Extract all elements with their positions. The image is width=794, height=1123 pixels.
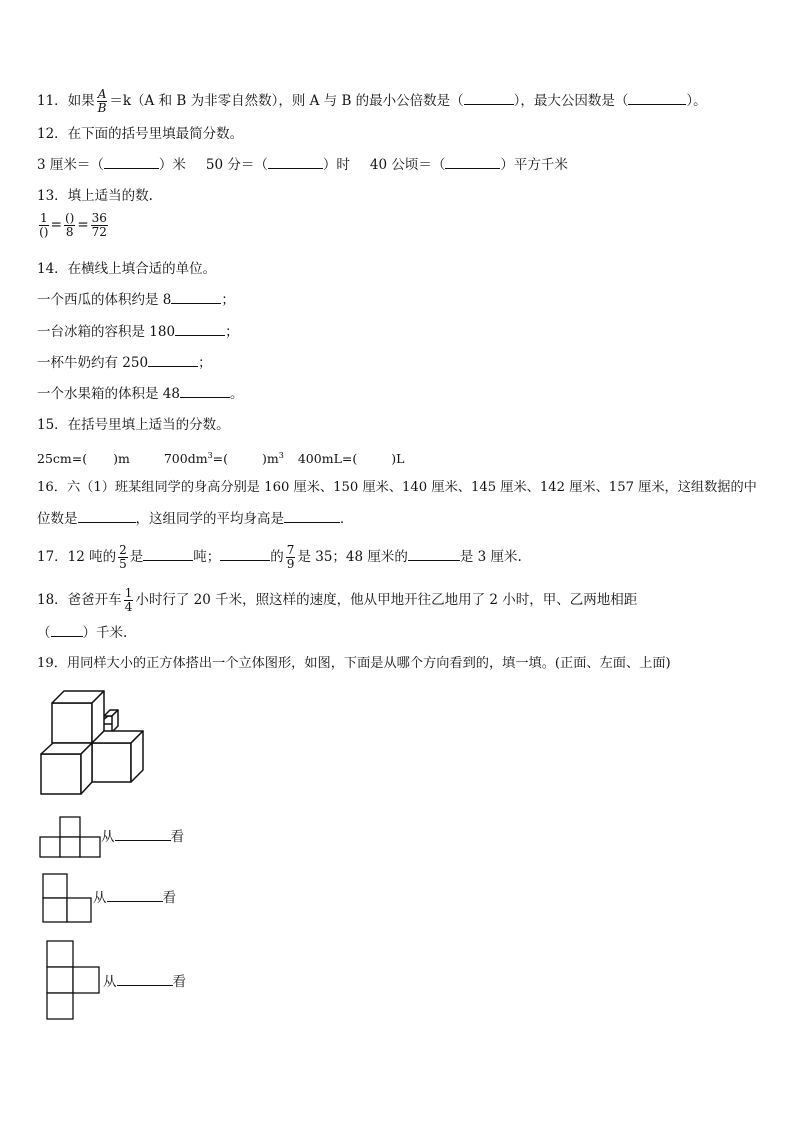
q12-c-unit: ）平方千米: [500, 157, 568, 173]
q17-text-e: 是 35；48 厘米的: [297, 549, 408, 565]
q17-text-a: 17．12 吨的: [37, 549, 117, 565]
q17-f1-den: 5: [119, 557, 127, 571]
q14-blank-1[interactable]: [171, 291, 221, 304]
q17-blank-3[interactable]: [408, 548, 460, 561]
q14-l4-end: 。: [229, 386, 244, 402]
q13-f2-den: 8: [65, 225, 74, 239]
q17-frac-2: [286, 544, 296, 571]
q11-frac-den: B: [97, 101, 107, 115]
view-3-answer: [103, 973, 186, 991]
q17-text-b: 是: [129, 549, 144, 565]
q17-f2-den: 9: [286, 557, 295, 571]
q12-title: 12．在下面的括号里填最简分数。: [37, 126, 244, 142]
q15-b-eq: =(: [212, 451, 229, 467]
q13-title: 13．填上适当的数.: [37, 188, 153, 204]
q17-text-c: 吨；: [193, 549, 221, 565]
q13-f3-num: 36: [91, 211, 107, 225]
q17-f1-num: 2: [119, 543, 127, 557]
view-3-blank[interactable]: [117, 973, 173, 986]
q16-line-1: 16．六（1）班某组同学的身高分别是 160 厘米、150 厘米、140 厘米、145 厘米、142 厘米、157 厘米，这组数据的中: [37, 480, 757, 495]
view-2-from: 从: [93, 890, 107, 906]
q18-l2-close: ）千米.: [82, 625, 128, 641]
view-2-look: 看: [162, 890, 176, 906]
q17-blank-2[interactable]: [220, 548, 270, 561]
q17-f2-num: 7: [286, 543, 295, 557]
q14-l2-text: 一台冰箱的容积是 180: [37, 324, 176, 340]
q16-blank-median[interactable]: [78, 510, 136, 523]
q14-blank-3[interactable]: [148, 354, 198, 367]
q13-frac-2: [64, 212, 75, 239]
q16-text-c: ．: [340, 511, 354, 527]
q13-eq-1: =: [50, 217, 62, 233]
q14-blank-2[interactable]: [175, 323, 225, 336]
q14-l4-text: 一个水果箱的体积是 48: [37, 386, 180, 402]
q14-l1-text: 一个西瓜的体积约是 8: [37, 292, 172, 308]
question-17: [37, 544, 522, 571]
q16-text-a: 位数是: [37, 511, 78, 527]
q11-text-3: ），最大公因数是（: [513, 93, 629, 109]
q14-l3-end: ；: [198, 355, 212, 371]
q15-b-text: 700dm: [163, 451, 208, 467]
q14-line-3: [37, 354, 212, 372]
q11-fraction: [97, 88, 108, 115]
q11-text-1: 如果: [67, 93, 95, 109]
question-11: [37, 88, 707, 115]
q14-l2-end: ；: [225, 324, 239, 340]
view-2-answer: [93, 889, 176, 907]
q12-blank-c[interactable]: [445, 156, 500, 169]
q15-items: [37, 447, 404, 468]
q16-blank-average[interactable]: [284, 510, 340, 523]
view-1-look: 看: [170, 829, 184, 845]
q11-blank-lcm[interactable]: [464, 92, 514, 105]
q11-frac-num: A: [97, 87, 107, 101]
q12-blank-a[interactable]: [104, 156, 159, 169]
view-3-grid: [46, 940, 102, 1020]
q12-blank-b[interactable]: [268, 156, 323, 169]
q13-f1-num: 1: [40, 211, 48, 225]
q14-line-4: [37, 385, 243, 403]
q12-a-text: 3 厘米＝（: [37, 157, 104, 173]
q17-blank-1[interactable]: [143, 548, 193, 561]
cube-figure: [38, 688, 150, 796]
q12-b-text: 50 分＝（: [205, 157, 268, 173]
q15-title: 15．在括号里填上适当的分数。: [37, 417, 230, 433]
q12-a-unit: ）米: [158, 157, 186, 173]
q18-line-2: [37, 624, 127, 642]
q13-frac-3: [91, 212, 108, 239]
q18-f-den: 4: [124, 600, 133, 614]
q15-c-text: 400mL=(: [297, 451, 358, 467]
q14-l1-end: ；: [221, 292, 235, 308]
q11-text-4: ）。: [686, 93, 707, 109]
q17-text-f: 是 3 厘米.: [459, 549, 522, 565]
q11-blank-gcd[interactable]: [628, 92, 686, 105]
q15-b-sup: 3: [207, 451, 213, 460]
q13-f3-den: 72: [91, 225, 107, 239]
q15-b-unit-sup: 3: [278, 451, 284, 460]
view-1-from: 从: [101, 829, 115, 845]
q14-l3-text: 一杯牛奶约有 250: [37, 355, 149, 371]
q11-number: 11．: [37, 93, 68, 109]
q15-a-unit: )m: [113, 451, 130, 467]
q18-text-a: 18．爸爸开车: [37, 592, 122, 608]
q15-a-text: 25cm=(: [37, 451, 88, 467]
q12-b-unit: ）时: [322, 157, 350, 173]
q13-equation: [37, 212, 110, 239]
q13-f1-den[interactable]: (): [39, 225, 49, 239]
q17-frac-1: [118, 544, 128, 571]
view-2-blank[interactable]: [107, 889, 163, 902]
q16-line-2: [37, 510, 354, 528]
view-3-from: 从: [103, 974, 117, 990]
view-2-grid: [42, 873, 92, 923]
q11-text-2: ＝k（A 和 B 为非零自然数），则 A 与 B 的最小公倍数是（: [109, 93, 464, 109]
q18-f-num: 1: [124, 586, 133, 600]
view-1-grid: [39, 816, 101, 858]
q14-line-2: [37, 323, 239, 341]
q16-text-b: ，这组同学的平均身高是: [135, 511, 284, 527]
q13-frac-1: [39, 212, 49, 239]
q14-blank-4[interactable]: [180, 385, 230, 398]
q15-b-unit: )m: [262, 451, 279, 467]
q18-l2-open: （: [37, 625, 51, 641]
q12-c-text: 40 公顷＝（: [369, 157, 446, 173]
q18-blank[interactable]: [51, 624, 83, 637]
q17-text-d: 的: [270, 549, 284, 565]
view-1-blank[interactable]: [115, 828, 171, 841]
q18-line-1: [37, 587, 637, 614]
q14-line-1: [37, 291, 235, 309]
q15-c-unit: )L: [391, 451, 405, 467]
q14-title: 14．在横线上填合适的单位。: [37, 261, 217, 277]
view-1-answer: [101, 828, 184, 846]
q18-frac: [124, 587, 134, 614]
q19-title: 19．用同样大小的正方体搭出一个立体图形，如图，下面是从哪个方向看到的，填一填。(正面、左面、上面): [37, 656, 671, 671]
view-3-look: 看: [172, 974, 186, 990]
q12-items: [37, 156, 568, 174]
q13-eq-2: =: [77, 217, 89, 233]
q13-f2-num[interactable]: (): [64, 211, 75, 225]
q18-text-b: 小时行了 20 千米，照这样的速度，他从甲地开往乙地用了 2 小时，甲、乙两地相距: [135, 592, 638, 608]
